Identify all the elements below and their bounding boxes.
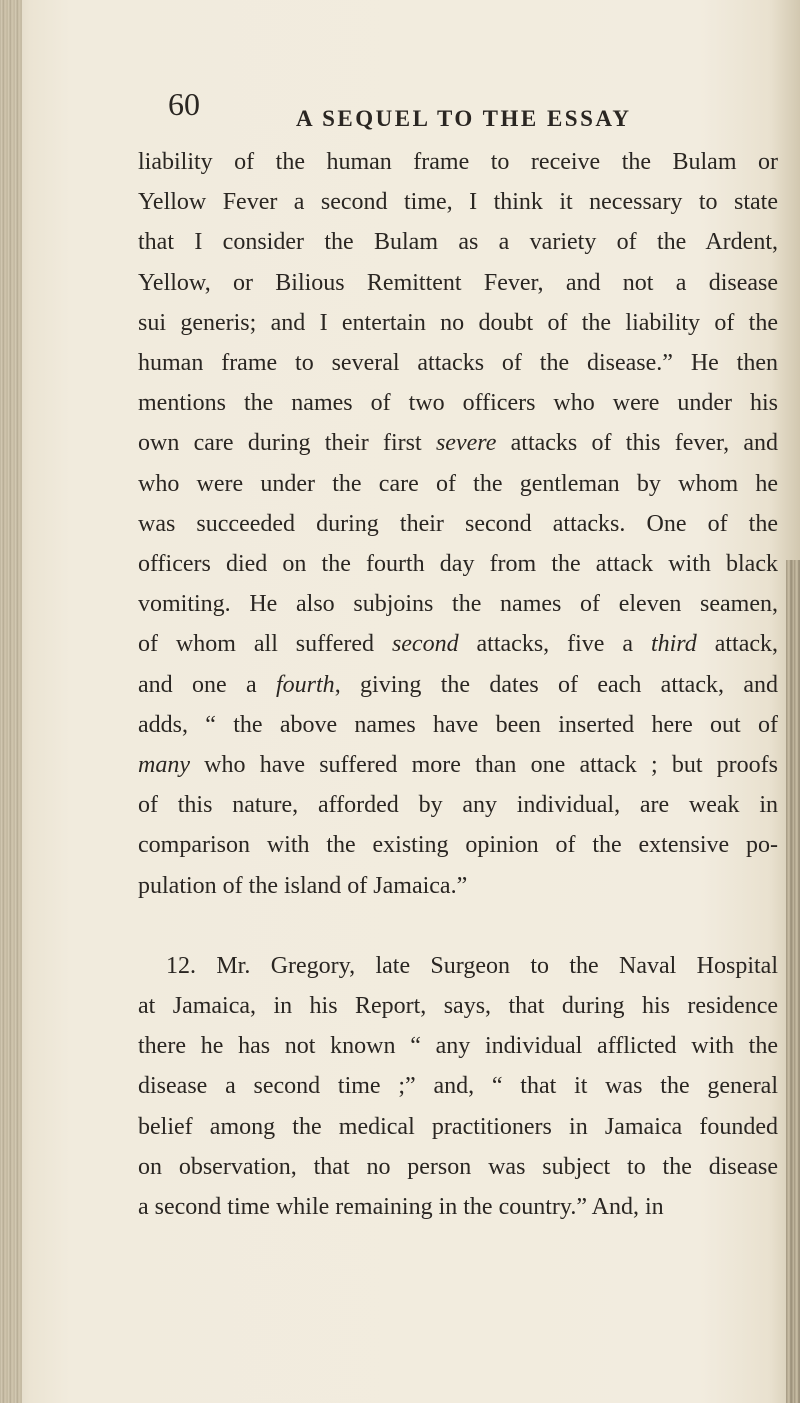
- page-header: [168, 86, 728, 136]
- text-line: Yellow Fever a second time, I think it necessary to state: [138, 189, 778, 216]
- text-line: liability of the human frame to receive the Bulam or: [138, 149, 778, 175]
- text-line: sui generis; and I entertain no doubt of the liability of the: [138, 309, 778, 336]
- text-line: belief among the medical practitioners in Jamaica founded: [138, 1113, 778, 1140]
- text-line: a second time while remaining in the country.” And, in: [138, 1194, 664, 1221]
- text-line: own care during their first severe attacks of this fever, and: [138, 430, 779, 457]
- text-line: on observation, that no person was subject to the disease: [138, 1153, 778, 1180]
- text-line: adds, “ the above names have been inserted here out of: [138, 711, 778, 738]
- italic-word: fourth: [276, 671, 335, 698]
- paragraph-2: [138, 946, 778, 1227]
- text-line: many who have suffered more than one attack ; but proofs: [138, 752, 778, 779]
- italic-word: second: [391, 631, 459, 658]
- body-text: [138, 142, 778, 1227]
- italic-word: many: [138, 752, 190, 779]
- text-line: there he has not known “ any individual afflicted with the: [138, 1033, 778, 1060]
- text-line: who were under the care of the gentleman by whom he: [138, 470, 778, 497]
- text-line: 12. Mr. Gregory, late Surgeon to the Naval Hospital: [166, 952, 778, 979]
- page-number: 60: [168, 86, 200, 122]
- text-line: that I consider the Bulam as a variety of the Ardent,: [138, 229, 778, 256]
- text-line: at Jamaica, in his Report, says, that during his residence: [138, 993, 778, 1020]
- book-gutter: [0, 0, 22, 1403]
- text-line: officers died on the fourth day from the attack with black: [138, 551, 778, 578]
- text-line: mentions the names of two officers who were under his: [138, 390, 778, 417]
- text-line: disease a second time ;” and, “ that it was the general: [138, 1073, 778, 1100]
- paragraph-gap: [138, 906, 778, 946]
- text-line: was succeeded during their second attacks. One of the: [138, 510, 778, 537]
- text-line: comparison with the existing opinion of the extensive po-: [138, 832, 778, 859]
- text-line: pulation of the island of Jamaica.”: [138, 872, 468, 899]
- running-head: A SEQUEL TO THE ESSAY: [296, 106, 632, 131]
- italic-word: third: [650, 631, 697, 658]
- page-edge: [786, 560, 800, 1403]
- text-line: of this nature, afforded by any individual, are weak in: [138, 792, 778, 819]
- text-line: human frame to several attacks of the disease.” He then: [138, 350, 778, 377]
- text-line: vomiting. He also subjoins the names of eleven seamen,: [138, 591, 778, 618]
- text-line: of whom all suffered second attacks, five a third attack,: [138, 631, 778, 658]
- text-line: Yellow, or Bilious Remittent Fever, and not a disease: [138, 269, 778, 296]
- text-line: and one a fourth, giving the dates of each attack, and: [138, 671, 778, 698]
- paragraph-1: [138, 142, 778, 906]
- italic-word: severe: [435, 430, 497, 457]
